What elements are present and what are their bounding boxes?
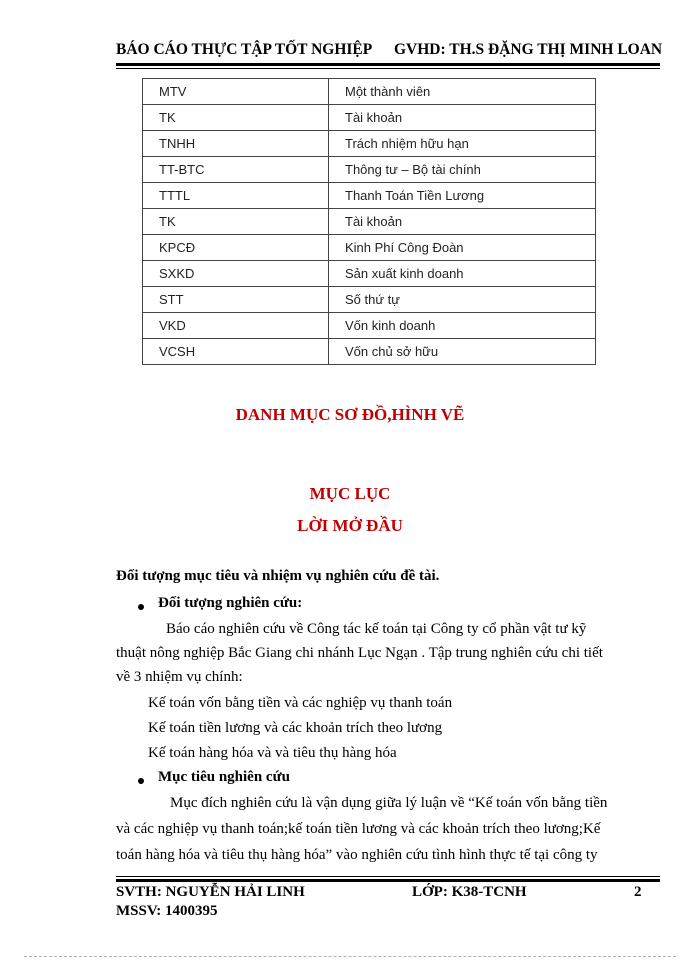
paragraph-line: Báo cáo nghiên cứu về Công tác kế toán tại Công ty cổ phần vật tư kỹ [166, 621, 587, 637]
header-rule [116, 63, 660, 66]
paragraph-line: về 3 nhiệm vụ chính: [116, 669, 243, 685]
student-name: SVTH: NGUYỄN HẢI LINH [116, 884, 305, 900]
bullet-icon [138, 604, 144, 610]
abbreviation-meaning: Tài khoản [329, 209, 596, 235]
abbreviation-code: TT-BTC [143, 157, 329, 183]
section-title: Đối tượng mục tiêu và nhiệm vụ nghiên cứu đề tài. [116, 568, 440, 584]
contents-heading: MỤC LỤC [309, 484, 391, 503]
task-item: Kế toán hàng hóa và và tiêu thụ hàng hóa [148, 745, 397, 761]
table-row [143, 209, 596, 235]
table-row [143, 313, 596, 339]
paragraph-line: và các nghiệp vụ thanh toán;kế toán tiền lương và các khoản trích theo lương;Kế [116, 821, 601, 837]
abbreviation-code: VKD [143, 313, 329, 339]
abbreviation-code: VCSH [143, 339, 329, 365]
paragraph-line: Mục đích nghiên cứu là vận dụng giữa lý luận về “Kế toán vốn bằng tiền [170, 795, 608, 811]
bullet-icon [138, 778, 144, 784]
abbreviation-meaning: Thanh Toán Tiền Lương [329, 183, 596, 209]
abbreviation-code: KPCĐ [143, 235, 329, 261]
table-row [143, 235, 596, 261]
abbreviation-meaning: Vốn chủ sở hữu [329, 339, 596, 365]
abbreviation-meaning: Kinh Phí Công Đoàn [329, 235, 596, 261]
table-row [143, 79, 596, 105]
task-item: Kế toán vốn bằng tiền và các nghiệp vụ thanh toán [148, 695, 453, 711]
paragraph-line: thuật nông nghiệp Bắc Giang chi nhánh Lục Ngạn . Tập trung nghiên cứu chi tiết [116, 645, 603, 661]
page-break-line [24, 956, 676, 957]
abbreviation-code: TNHH [143, 131, 329, 157]
diagram-list-heading: DANH MỤC SƠ ĐỒ,HÌNH VẼ [235, 405, 465, 424]
table-row [143, 131, 596, 157]
abbreviation-meaning: Trách nhiệm hữu hạn [329, 131, 596, 157]
report-title: BÁO CÁO THỰC TẬP TỐT NGHIỆP [116, 41, 373, 58]
abbreviation-code: STT [143, 287, 329, 313]
task-item: Kế toán tiền lương và các khoản trích theo lương [148, 720, 443, 736]
abbreviation-code: MTV [143, 79, 329, 105]
abbreviation-code: TK [143, 105, 329, 131]
table-row [143, 157, 596, 183]
abbreviation-code: TK [143, 209, 329, 235]
advisor-name: GVHD: TH.S ĐẶNG THỊ MINH LOAN [394, 41, 663, 58]
abbreviation-meaning: Số thứ tự [329, 287, 596, 313]
table-row [143, 287, 596, 313]
table-row [143, 339, 596, 365]
footer-rule [116, 879, 660, 882]
abbreviation-meaning: Một thành viên [329, 79, 596, 105]
bullet-heading-object: Đối tượng nghiên cứu: [158, 595, 303, 611]
abbreviation-meaning: Thông tư – Bộ tài chính [329, 157, 596, 183]
abbreviation-meaning: Vốn kinh doanh [329, 313, 596, 339]
table-row [143, 183, 596, 209]
table-row [143, 105, 596, 131]
bullet-heading-goal: Mục tiêu nghiên cứu [158, 769, 290, 785]
class-code: LỚP: K38-TCNH [412, 884, 527, 900]
introduction-heading: LỜI MỞ ĐẦU [297, 516, 403, 535]
abbreviation-meaning: Sản xuất kinh doanh [329, 261, 596, 287]
abbreviation-code: TTTL [143, 183, 329, 209]
abbreviation-table [142, 78, 596, 365]
student-id: MSSV: 1400395 [116, 903, 218, 919]
paragraph-line: toán hàng hóa và tiêu thụ hàng hóa” vào nghiên cứu tình hình thực tế tại công ty [116, 847, 598, 863]
footer-rule-thin [116, 876, 660, 877]
header-rule-thin [116, 68, 660, 69]
table-row [143, 261, 596, 287]
page-number: 2 [634, 884, 642, 900]
abbreviation-meaning: Tài khoản [329, 105, 596, 131]
abbreviation-code: SXKD [143, 261, 329, 287]
